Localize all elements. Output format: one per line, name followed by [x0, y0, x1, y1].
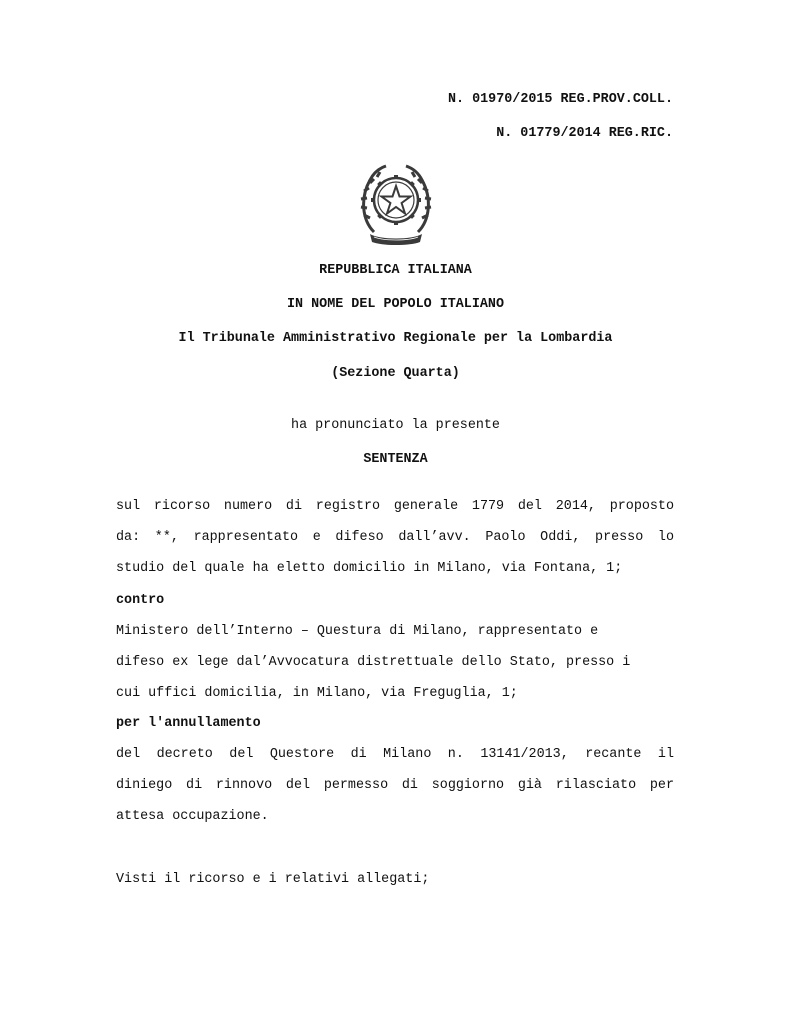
annullamento-line: del decreto del Questore di Milano n. 13141/2013, recante il: [116, 747, 674, 762]
reg-prov-coll-number: N. 01970/2015 REG.PROV.COLL.: [448, 92, 673, 107]
republic-heading: REPUBBLICA ITALIANA: [319, 263, 472, 278]
in-nome-heading: IN NOME DEL POPOLO ITALIANO: [287, 297, 504, 312]
annullamento-label: per l'annullamento: [116, 716, 261, 731]
sentenza-heading: SENTENZA: [363, 452, 428, 467]
contro-line: difeso ex lege dal’Avvocatura distrettuale dello Stato, presso i: [116, 655, 631, 670]
italian-republic-emblem-icon: [356, 158, 436, 248]
pronounced-text: ha pronunciato la presente: [291, 418, 500, 433]
ricorso-line: da: **, rappresentato e difeso dall’avv. Paolo Oddi, presso lo: [116, 530, 674, 545]
ricorso-line: studio del quale ha eletto domicilio in Milano, via Fontana, 1;: [116, 561, 623, 576]
visti-text: Visti il ricorso e i relativi allegati;: [116, 872, 430, 887]
contro-label: contro: [116, 593, 165, 608]
annullamento-line: attesa occupazione.: [116, 809, 269, 824]
section-heading: (Sezione Quarta): [331, 366, 460, 381]
reg-ric-number: N. 01779/2014 REG.RIC.: [496, 126, 673, 141]
court-heading: Il Tribunale Amministrativo Regionale per la Lombardia: [178, 331, 613, 346]
ricorso-line: sul ricorso numero di registro generale 1779 del 2014, proposto: [116, 499, 674, 514]
contro-line: cui uffici domicilia, in Milano, via Freguglia, 1;: [116, 686, 518, 701]
contro-line: Ministero dell’Interno – Questura di Milano, rappresentato e: [116, 624, 599, 639]
annullamento-line: diniego di rinnovo del permesso di soggiorno già rilasciato per: [116, 778, 674, 793]
